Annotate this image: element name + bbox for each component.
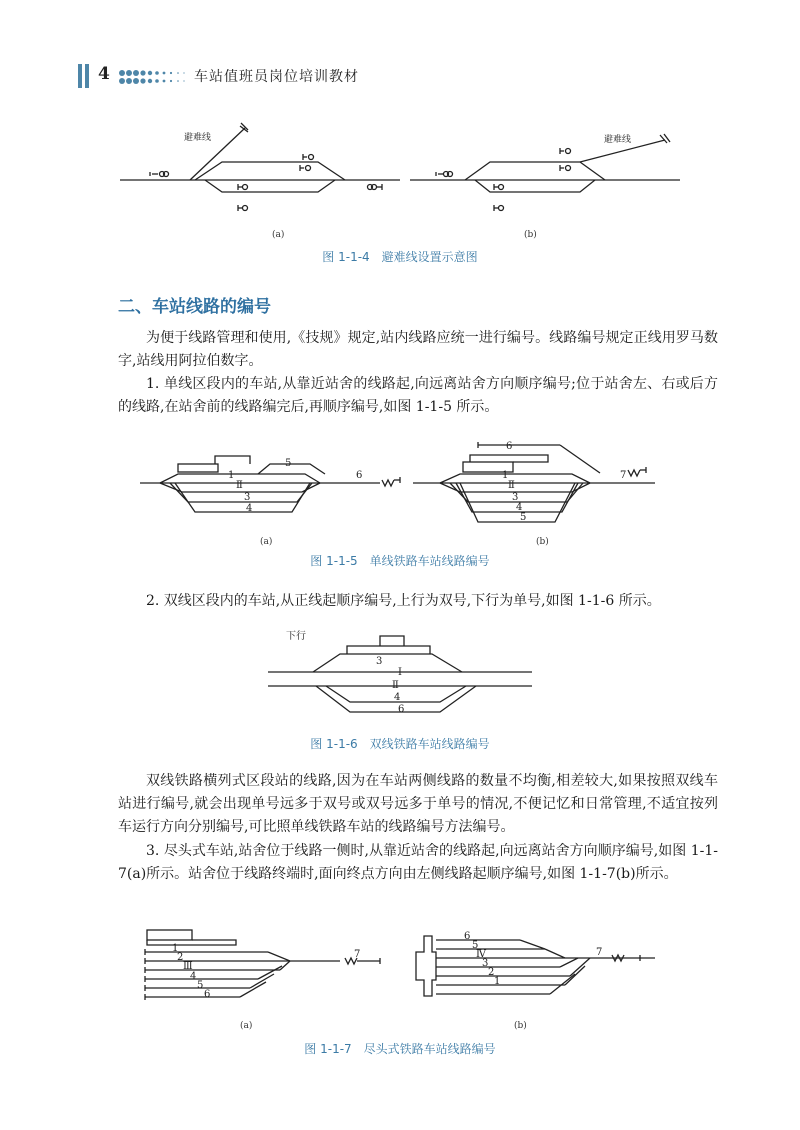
sub-label: (b) (536, 537, 549, 547)
figure-caption: 图 1-1-4 避难线设置示意图 (322, 250, 478, 264)
figure-1-1-5 (0, 436, 800, 548)
track-label: 4 (190, 971, 197, 982)
sub-label: (a) (260, 537, 273, 547)
track-label: Ⅳ (476, 949, 486, 960)
direction-label: 下行 (286, 631, 306, 642)
siding-label: 避难线 (604, 135, 632, 145)
track-label: 1 (228, 470, 235, 481)
track-label: 4 (246, 503, 253, 514)
paragraph: 1. 单线区段内的车站,从靠近站舍的线路起,向远离站舍方向顺序编号;位于站舍左、右或后方的线路,在站舍前的线路编完后,再顺序编号,如图 1-1-5 所示。 (118, 376, 718, 415)
track-label: 7 (596, 947, 603, 958)
header-bar-decoration (78, 64, 82, 88)
sub-label: (a) (272, 230, 285, 240)
figure-caption: 图 1-1-6 双线铁路车站线路编号 (310, 737, 490, 751)
header-bar-decoration (85, 64, 89, 88)
paragraph: 3. 尽头式车站,站舍位于线路一侧时,从靠近站舍的线路起,向远离站舍方向顺序编号,如图 1-1-7(a)所示。站舍位于线路终端时,面向终点方向由左侧线路起顺序编号,如图 1-1-7(b)所示。 (118, 843, 718, 882)
header-dots-decoration (118, 68, 188, 88)
track-label: 3 (244, 492, 251, 503)
track-label: 5 (197, 980, 204, 991)
track-label: 6 (204, 989, 211, 1000)
track-label: Ⅰ (398, 667, 402, 678)
track-label: 3 (482, 958, 489, 969)
track-label: 1 (494, 976, 501, 987)
sub-label: (a) (240, 1021, 253, 1031)
track-label: 6 (506, 441, 513, 452)
book-title: 车站值班员岗位培训教材 (194, 69, 359, 85)
track-label: 5 (520, 512, 527, 523)
sub-label: (b) (514, 1021, 527, 1031)
track-label: 5 (285, 458, 292, 469)
track-label: 3 (512, 492, 519, 503)
track-label: Ⅲ (183, 961, 193, 972)
figure-caption: 图 1-1-7 尽头式铁路车站线路编号 (304, 1042, 496, 1056)
figure-caption: 图 1-1-5 单线铁路车站线路编号 (310, 554, 490, 568)
paragraph: 为便于线路管理和使用,《技规》规定,站内线路应统一进行编号。线路编号规定正线用罗马数字,站线用阿拉伯数字。 (118, 330, 718, 369)
track-label: 7 (620, 470, 627, 481)
track-label: 4 (516, 502, 523, 513)
track-label: Ⅱ (236, 480, 243, 491)
figure-1-1-6 (0, 628, 800, 720)
track-label: 4 (394, 692, 401, 703)
track-label: 7 (354, 949, 361, 960)
figure-1-1-4 (0, 110, 800, 245)
track-label: 3 (376, 656, 383, 667)
page-header (78, 62, 728, 92)
section-title: 二、车站线路的编号 (118, 297, 271, 317)
track-label: 5 (472, 940, 479, 951)
track-label: 2 (177, 952, 184, 963)
sub-label: (b) (524, 230, 537, 240)
page-number: 4 (98, 64, 110, 84)
paragraph: 2. 双线区段内的车站,从正线起顺序编号,上行为双号,下行为单号,如图 1-1-6 所示。 (146, 593, 661, 609)
track-label: Ⅱ (508, 480, 515, 491)
paragraph: 双线铁路横列式区段站的线路,因为在车站两侧线路的数量不均衡,相差较大,如果按照双线车站进行编号,就会出现单号远多于双号或双号远多于单号的情况,不便记忆和日常管理,不适宜按列车运行方向分别编号,可比照单线铁路车站的线路编号方法编号。 (118, 773, 718, 835)
track-label: 6 (398, 704, 405, 715)
track-label: Ⅱ (392, 680, 399, 691)
siding-label: 避难线 (184, 133, 212, 143)
track-label: 6 (464, 931, 471, 942)
figure-1-1-7 (0, 924, 800, 1039)
track-label: 1 (502, 470, 509, 481)
track-label: 2 (488, 967, 495, 978)
track-label: 6 (356, 470, 363, 481)
track-label: 1 (172, 943, 179, 954)
